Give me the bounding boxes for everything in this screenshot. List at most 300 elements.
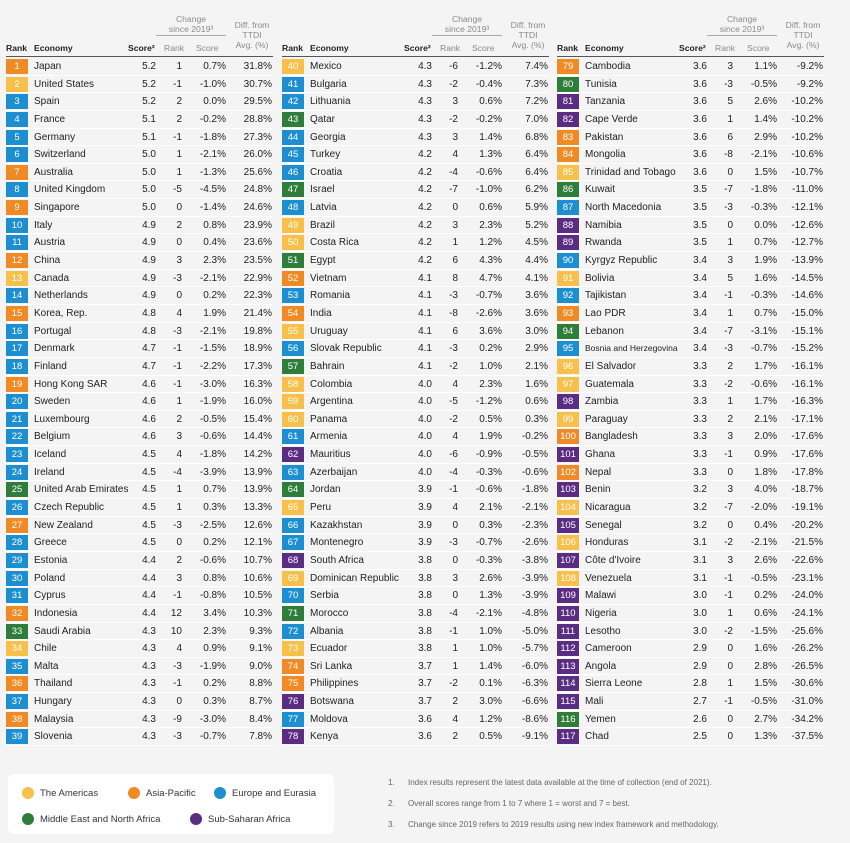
table-row — [557, 675, 824, 693]
score-value: 2.6 — [693, 713, 707, 725]
legend-label: Europe and Eurasia — [232, 788, 316, 799]
score-change: 1.9% — [479, 431, 502, 443]
economy-name: Croatia — [310, 166, 343, 178]
diff-from-avg: 9.1% — [249, 643, 272, 655]
table-row — [557, 534, 824, 552]
table-row — [6, 552, 273, 570]
score-change: 0.7% — [203, 61, 226, 72]
economy-name: Romania — [310, 290, 351, 302]
diff-from-avg: 3.0% — [525, 325, 548, 337]
table-row — [6, 305, 273, 323]
table-row — [282, 111, 549, 129]
score-value: 4.0 — [418, 396, 432, 408]
table-row — [557, 481, 824, 499]
economy-name: United Kingdom — [34, 184, 106, 196]
diff-title-line2: TTDI — [793, 30, 813, 40]
score-value: 4.8 — [142, 307, 156, 319]
score-value: 4.3 — [142, 731, 156, 743]
score-change: -2.2% — [199, 360, 226, 372]
diff-from-avg: -2.1% — [521, 502, 548, 514]
rank-change: -3 — [449, 290, 458, 302]
rank-change: 12 — [170, 607, 182, 619]
diff-title-line3: Avg. (%) — [511, 40, 545, 50]
diff-from-avg: 8.4% — [249, 713, 272, 725]
score-value: 4.3 — [418, 61, 432, 72]
diff-from-avg: 24.8% — [243, 184, 272, 196]
rank-badge: 38 — [6, 712, 28, 727]
score-value: 4.2 — [418, 149, 432, 161]
rank-change: 0 — [727, 713, 733, 725]
economy-name: Chile — [34, 643, 57, 655]
score-change: 0.0% — [203, 96, 226, 108]
score-change: -2.1% — [199, 149, 226, 161]
table-row — [6, 640, 273, 658]
score-change: 0.8% — [203, 219, 226, 231]
change-title-line1: Change — [726, 14, 758, 24]
score-value: 4.0 — [418, 431, 432, 443]
rank-change: -5 — [173, 184, 182, 196]
score-value: 4.9 — [142, 219, 156, 231]
rank-badge: 45 — [282, 147, 304, 162]
score-value: 4.9 — [142, 237, 156, 249]
economy-name: France — [34, 113, 66, 125]
diff-from-avg: 23.9% — [243, 219, 272, 231]
score-value: 4.0 — [418, 466, 432, 478]
rank-badge: 2 — [6, 77, 28, 92]
diff-from-avg: -5.0% — [521, 625, 548, 637]
diff-from-avg: 22.3% — [243, 290, 272, 302]
table-row — [6, 570, 273, 588]
score-value: 3.3 — [693, 396, 707, 408]
rank-change: -7 — [724, 502, 733, 514]
legend-dot-sub-saharan — [190, 813, 202, 825]
diff-from-avg: 27.3% — [243, 131, 272, 143]
score-value: 4.2 — [418, 237, 432, 249]
rank-change: 2 — [176, 96, 182, 108]
diff-from-avg: -6.3% — [521, 678, 548, 690]
ranking-table-1 — [6, 14, 273, 746]
rank-change: 0 — [727, 166, 733, 178]
score-change: -0.3% — [750, 290, 777, 302]
rank-change: -1 — [724, 590, 733, 602]
rank-badge: 43 — [282, 112, 304, 127]
table-row — [282, 305, 549, 323]
diff-from-avg: -9.2% — [796, 78, 823, 90]
diff-from-avg: 10.5% — [243, 590, 272, 602]
score-change: -0.2% — [475, 113, 502, 125]
rank-badge: 111 — [557, 624, 579, 639]
rank-badge: 28 — [6, 535, 28, 550]
table-row — [6, 464, 273, 482]
rank-change: 1 — [727, 678, 733, 690]
economy-name: Cape Verde — [585, 113, 638, 125]
table-row — [282, 323, 549, 341]
rank-change: 3 — [727, 554, 733, 566]
score-value: 3.7 — [418, 678, 432, 690]
score-value: 3.3 — [693, 431, 707, 443]
score-value: 3.3 — [693, 466, 707, 478]
rank-badge: 74 — [282, 659, 304, 674]
table-row — [557, 305, 824, 323]
score-value: 3.3 — [693, 378, 707, 390]
diff-from-avg: -6.0% — [521, 660, 548, 672]
score-value: 3.0 — [693, 607, 707, 619]
table-row — [6, 693, 273, 711]
score-change: 2.3% — [479, 378, 502, 390]
economy-name: Sri Lanka — [310, 660, 353, 672]
col-header-economy: Economy — [585, 43, 624, 53]
score-change: 0.6% — [479, 202, 502, 214]
table-row — [6, 623, 273, 641]
rank-badge: 104 — [557, 500, 579, 515]
economy-name: Qatar — [310, 113, 336, 125]
rank-badge: 33 — [6, 624, 28, 639]
diff-from-avg: 13.9% — [243, 484, 272, 496]
table-row — [6, 146, 273, 164]
diff-from-avg: 30.7% — [243, 78, 272, 90]
economy-name: Bahrain — [310, 360, 345, 372]
rank-badge: 12 — [6, 253, 28, 268]
economy-name: Bangladesh — [585, 431, 638, 443]
diff-from-avg: 0.3% — [525, 413, 548, 425]
score-value: 5.1 — [142, 131, 156, 143]
legend-label: Middle East and North Africa — [40, 814, 161, 825]
table-row — [282, 517, 549, 535]
economy-name: Mongolia — [585, 149, 626, 161]
score-change: -0.5% — [750, 696, 777, 708]
rank-change: 1 — [176, 396, 182, 408]
rank-badge: 57 — [282, 359, 304, 374]
score-value: 3.6 — [693, 96, 707, 108]
rank-change: 1 — [727, 113, 733, 125]
economy-name: Australia — [34, 166, 73, 178]
header-rule — [6, 56, 273, 57]
score-change: 0.2% — [754, 590, 777, 602]
rank-change: -1 — [173, 360, 182, 372]
col-header-rank: Rank — [557, 43, 579, 53]
table-row — [557, 693, 824, 711]
score-change: 2.6% — [754, 554, 777, 566]
table-row — [282, 76, 549, 94]
score-value: 4.5 — [142, 502, 156, 514]
rank-badge: 64 — [282, 482, 304, 497]
economy-name: Japan — [34, 61, 62, 72]
table-row — [557, 199, 824, 217]
economy-name: Kyrgyz Republic — [585, 255, 658, 267]
table-row — [6, 93, 273, 111]
table-body — [282, 58, 549, 746]
diff-from-avg: -3.9% — [521, 590, 548, 602]
score-value: 3.4 — [693, 307, 707, 319]
score-change: 2.0% — [754, 431, 777, 443]
diff-title-line1: Diff. from — [785, 20, 821, 30]
score-change: -0.6% — [750, 378, 777, 390]
diff-from-avg: -10.2% — [791, 113, 823, 125]
economy-name: Chad — [585, 731, 609, 743]
table-row — [6, 393, 273, 411]
rank-badge: 60 — [282, 412, 304, 427]
economy-name: Germany — [34, 131, 76, 143]
score-value: 3.6 — [693, 131, 707, 143]
table-row — [557, 605, 824, 623]
table-row — [6, 323, 273, 341]
rank-badge: 17 — [6, 341, 28, 356]
economy-name: Namibia — [585, 219, 622, 231]
table-row — [557, 93, 824, 111]
score-change: -1.5% — [199, 343, 226, 355]
rank-change: -2 — [724, 537, 733, 549]
rank-badge: 108 — [557, 571, 579, 586]
score-value: 2.9 — [693, 643, 707, 655]
economy-name: Kuwait — [585, 184, 616, 196]
table-row — [282, 270, 549, 288]
table-row — [557, 146, 824, 164]
rank-change: -9 — [173, 713, 182, 725]
rank-change: 3 — [176, 572, 182, 584]
change-title-line1: Change — [175, 14, 207, 24]
rank-badge: 92 — [557, 288, 579, 303]
diff-from-avg: -2.3% — [521, 519, 548, 531]
diff-from-avg: -9.2% — [796, 61, 823, 72]
col-header-rank: Rank — [282, 43, 304, 53]
diff-from-avg: -12.1% — [791, 202, 823, 214]
rank-badge: 56 — [282, 341, 304, 356]
rank-change: 3 — [176, 255, 182, 267]
score-change: 1.2% — [479, 237, 502, 249]
economy-name: Denmark — [34, 343, 75, 355]
rank-badge: 26 — [6, 500, 28, 515]
rank-change: -2 — [449, 360, 458, 372]
rank-change: 4 — [452, 431, 458, 443]
rank-change: -3 — [449, 343, 458, 355]
rank-change: -5 — [449, 396, 458, 408]
economy-name: Azerbaijan — [310, 466, 358, 478]
diff-title — [779, 20, 827, 50]
rank-badge: 3 — [6, 94, 28, 109]
rank-change: -2 — [724, 625, 733, 637]
rank-badge: 93 — [557, 306, 579, 321]
rank-badge: 71 — [282, 606, 304, 621]
rank-change: 1 — [727, 607, 733, 619]
score-value: 3.4 — [693, 325, 707, 337]
economy-name: Rwanda — [585, 237, 622, 249]
rank-change: 0 — [727, 643, 733, 655]
rank-badge: 117 — [557, 729, 579, 744]
table-row — [282, 446, 549, 464]
legend-dot-europe-eurasia — [214, 787, 226, 799]
score-value: 4.4 — [142, 607, 156, 619]
table-row — [6, 587, 273, 605]
rank-badge: 89 — [557, 235, 579, 250]
rank-change: 0 — [727, 466, 733, 478]
col-header-change-score: Score — [747, 43, 770, 53]
score-value: 3.9 — [418, 537, 432, 549]
rank-badge: 18 — [6, 359, 28, 374]
table-row — [282, 164, 549, 182]
rank-change: 0 — [176, 290, 182, 302]
table-row — [282, 146, 549, 164]
score-change: -2.1% — [475, 607, 502, 619]
change-since-title — [432, 14, 502, 36]
diff-from-avg: -10.2% — [791, 131, 823, 143]
score-change: -1.8% — [750, 184, 777, 196]
rank-change: 4 — [452, 149, 458, 161]
rank-badge: 88 — [557, 218, 579, 233]
rank-badge: 87 — [557, 200, 579, 215]
table-row — [557, 428, 824, 446]
economy-name: Lithuania — [310, 96, 351, 108]
economy-name: Tajikistan — [585, 290, 627, 302]
legend-label: Asia-Pacific — [146, 788, 196, 799]
economy-name: Singapore — [34, 202, 80, 214]
rank-change: 0 — [727, 731, 733, 743]
table-row — [6, 340, 273, 358]
economy-name: Poland — [34, 572, 66, 584]
rank-change: -2 — [449, 113, 458, 125]
score-value: 3.9 — [418, 519, 432, 531]
table-row — [557, 340, 824, 358]
rank-change: -2 — [724, 378, 733, 390]
score-value: 5.0 — [142, 202, 156, 214]
diff-from-avg: 4.4% — [525, 255, 548, 267]
table-row — [557, 552, 824, 570]
rank-change: 0 — [176, 537, 182, 549]
economy-name: Greece — [34, 537, 67, 549]
diff-from-avg: 2.1% — [525, 360, 548, 372]
diff-from-avg: -20.2% — [791, 519, 823, 531]
rank-change: -2 — [449, 78, 458, 90]
score-value: 4.7 — [142, 360, 156, 372]
diff-from-avg: 21.4% — [243, 307, 272, 319]
table-row — [6, 499, 273, 517]
table-row — [282, 428, 549, 446]
diff-from-avg: -10.7% — [791, 166, 823, 178]
score-change: 0.2% — [479, 343, 502, 355]
score-change: 0.9% — [754, 449, 777, 461]
diff-from-avg: 7.8% — [249, 731, 272, 743]
rank-badge: 4 — [6, 112, 28, 127]
score-value: 3.3 — [693, 449, 707, 461]
score-value: 4.0 — [418, 378, 432, 390]
score-change: 0.4% — [754, 519, 777, 531]
score-value: 3.8 — [418, 643, 432, 655]
economy-name: Benin — [585, 484, 611, 496]
diff-title-line1: Diff. from — [510, 20, 546, 30]
score-change: 1.1% — [754, 61, 777, 72]
table-row — [282, 570, 549, 588]
score-change: -3.9% — [199, 466, 226, 478]
table-row — [6, 252, 273, 270]
economy-name: Kazakhstan — [310, 519, 363, 531]
score-change: 4.7% — [479, 272, 502, 284]
score-value: 2.7 — [693, 696, 707, 708]
economy-name: Malta — [34, 660, 59, 672]
economy-name: Bosnia and Herzegovina — [585, 343, 678, 354]
footnote-text: Index results represent the latest data available at the time of collection (end of 2021). — [408, 778, 712, 787]
score-value: 5.1 — [142, 113, 156, 125]
diff-from-avg: 0.6% — [525, 396, 548, 408]
score-change: 1.4% — [754, 113, 777, 125]
diff-from-avg: -26.2% — [791, 643, 823, 655]
score-change: 1.5% — [754, 166, 777, 178]
economy-name: Venezuela — [585, 572, 632, 584]
table-row — [282, 358, 549, 376]
score-value: 4.9 — [142, 272, 156, 284]
table-header — [6, 14, 273, 58]
rank-badge: 114 — [557, 676, 579, 691]
table-row — [557, 252, 824, 270]
score-change: 2.6% — [754, 96, 777, 108]
change-since-title — [707, 14, 777, 36]
footnote-text: Change since 2019 refers to 2019 results using new index framework and methodology. — [408, 820, 719, 829]
score-change: -0.6% — [475, 484, 502, 496]
rank-badge: 61 — [282, 429, 304, 444]
score-change: 0.3% — [479, 519, 502, 531]
rank-badge: 16 — [6, 324, 28, 339]
diff-from-avg: 9.0% — [249, 660, 272, 672]
score-value: 3.6 — [693, 61, 707, 72]
table-row — [557, 58, 824, 76]
rank-badge: 49 — [282, 218, 304, 233]
score-value: 3.5 — [693, 219, 707, 231]
economy-name: Costa Rica — [310, 237, 359, 249]
diff-from-avg: 8.7% — [249, 696, 272, 708]
score-change: -0.5% — [750, 78, 777, 90]
table-row — [6, 234, 273, 252]
rank-badge: 103 — [557, 482, 579, 497]
economy-name: Bulgaria — [310, 78, 347, 90]
rank-badge: 22 — [6, 429, 28, 444]
table-row — [282, 376, 549, 394]
diff-from-avg: -0.2% — [521, 431, 548, 443]
score-change: 1.4% — [479, 660, 502, 672]
score-change: -0.4% — [475, 78, 502, 90]
score-value: 4.6 — [142, 378, 156, 390]
diff-from-avg: -24.0% — [791, 590, 823, 602]
legend-dot-mena — [22, 813, 34, 825]
table-row — [557, 728, 824, 746]
table-row — [282, 640, 549, 658]
rank-badge: 109 — [557, 588, 579, 603]
score-change: 0.2% — [203, 290, 226, 302]
score-change: -1.2% — [475, 396, 502, 408]
economy-name: Estonia — [34, 554, 68, 566]
table-row — [6, 181, 273, 199]
rank-change: 1 — [727, 237, 733, 249]
diff-from-avg: -0.5% — [521, 449, 548, 461]
score-change: -0.8% — [199, 590, 226, 602]
diff-from-avg: -14.6% — [791, 290, 823, 302]
score-change: -3.0% — [199, 713, 226, 725]
rank-badge: 115 — [557, 694, 579, 709]
table-row — [282, 605, 549, 623]
rank-badge: 98 — [557, 394, 579, 409]
score-change: 1.2% — [479, 713, 502, 725]
score-value: 4.3 — [142, 660, 156, 672]
score-value: 3.1 — [693, 554, 707, 566]
score-change: 2.7% — [754, 713, 777, 725]
score-value: 3.4 — [693, 255, 707, 267]
score-value: 5.2 — [142, 61, 156, 72]
table-row — [282, 287, 549, 305]
rank-change: 1 — [176, 484, 182, 496]
table-row — [6, 428, 273, 446]
economy-name: Albania — [310, 625, 344, 637]
diff-title-line1: Diff. from — [234, 20, 270, 30]
economy-name: Brazil — [310, 219, 336, 231]
economy-name: Paraguay — [585, 413, 628, 425]
rank-badge: 23 — [6, 447, 28, 462]
